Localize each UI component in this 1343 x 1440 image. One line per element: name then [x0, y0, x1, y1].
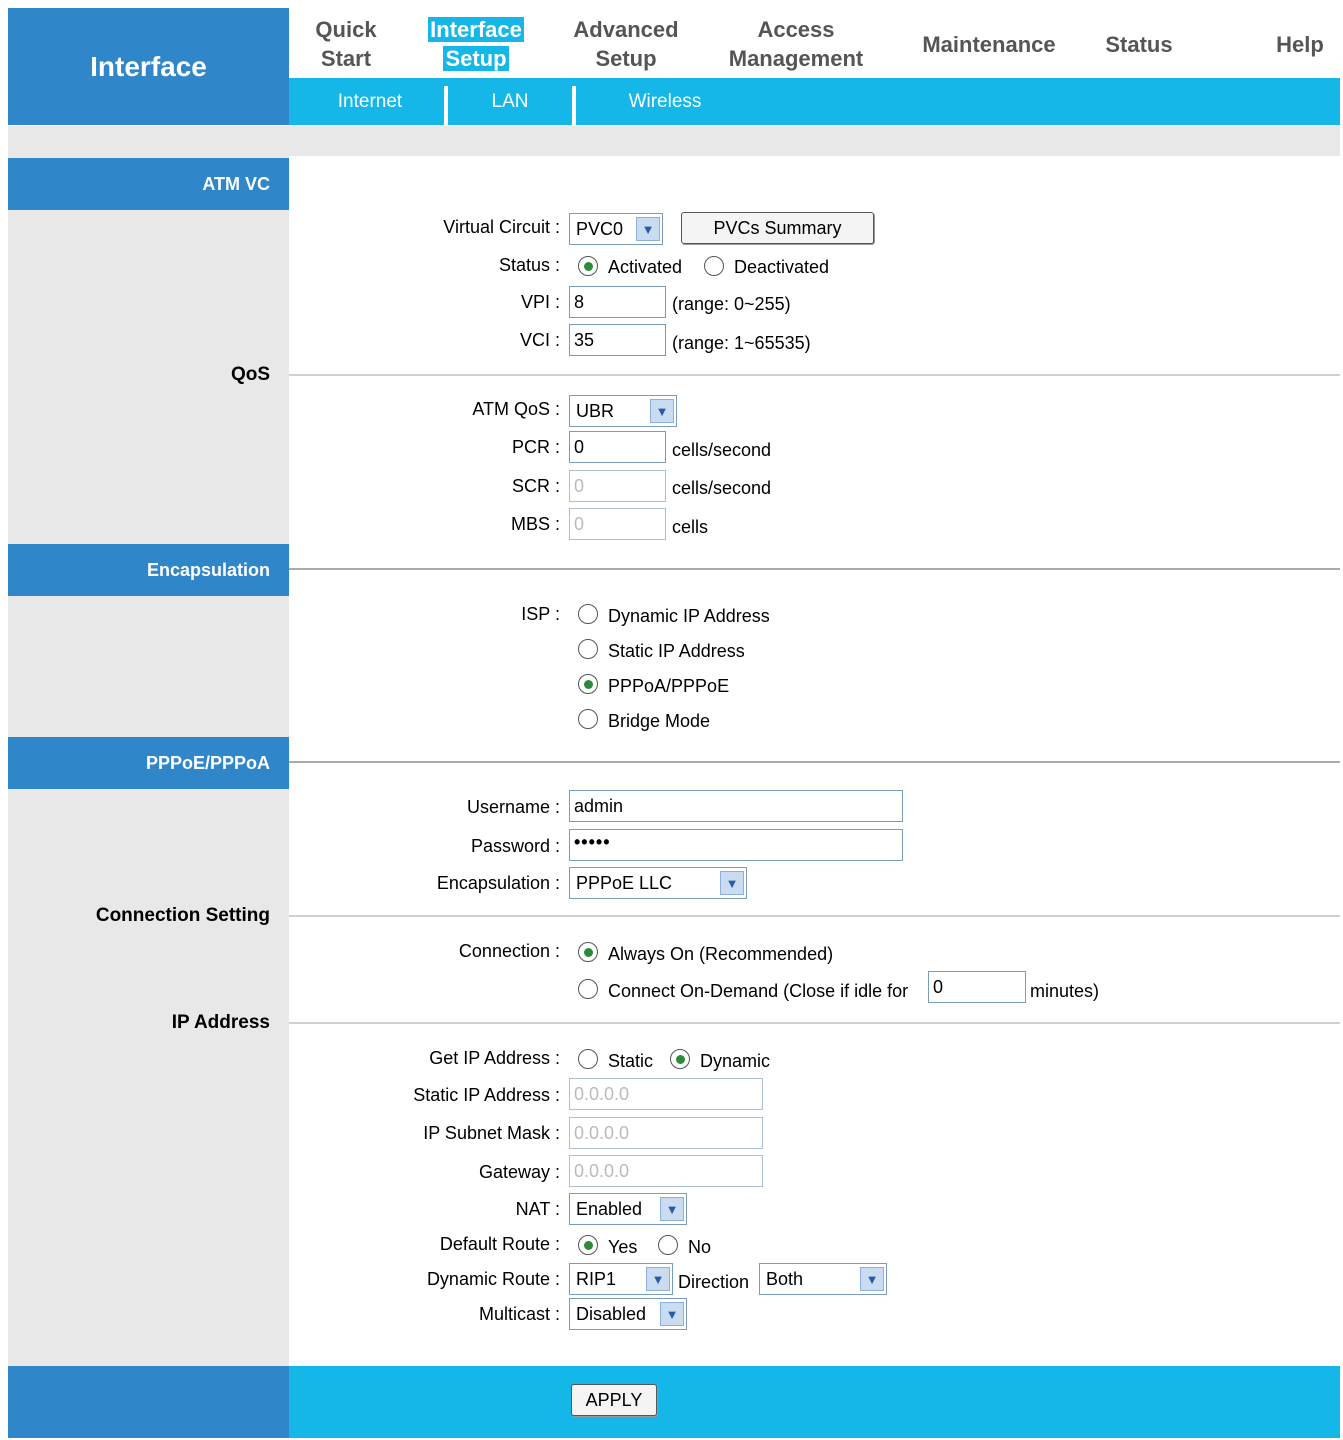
- scr-unit: cells/second: [672, 478, 772, 498]
- nav-label: Help: [1276, 31, 1324, 57]
- divider: [289, 374, 1340, 376]
- get-ip-label: Get IP Address :: [429, 1048, 560, 1068]
- scr-input[interactable]: [569, 470, 666, 502]
- isp-option-label: Static IP Address: [608, 641, 745, 661]
- yes-label: Yes: [608, 1237, 638, 1257]
- select-value: PPPoE LLC: [576, 872, 673, 893]
- pcr-input[interactable]: [569, 431, 666, 463]
- nav-advanced-setup[interactable]: [560, 14, 692, 74]
- nav-label: Management: [728, 46, 864, 71]
- subnav-wireless[interactable]: Wireless: [628, 90, 702, 112]
- vci-range: (range: 1~65535): [672, 333, 811, 353]
- section-header-atm-vc: ATM VC: [8, 158, 289, 210]
- connection-always-on-radio[interactable]: [578, 942, 598, 962]
- isp-option-label: Bridge Mode: [608, 711, 711, 731]
- isp-bridge-mode-radio[interactable]: [578, 709, 598, 729]
- subnav-divider: [572, 86, 576, 126]
- nav-label: Setup: [595, 46, 657, 71]
- virtual-circuit-select[interactable]: [569, 213, 663, 245]
- vci-input[interactable]: [569, 324, 666, 356]
- vci-label: VCI :: [519, 330, 560, 350]
- nav-status[interactable]: [1090, 14, 1188, 74]
- vpi-input[interactable]: [569, 286, 666, 318]
- nav-maintenance[interactable]: [905, 14, 1073, 74]
- chevron-down-icon: ▼: [636, 217, 660, 241]
- nav-label: Interface: [430, 17, 522, 42]
- brand-title: Interface: [8, 8, 289, 125]
- select-value: PVC0: [576, 218, 624, 239]
- password-label: Password :: [470, 836, 560, 856]
- default-route-no-radio[interactable]: [658, 1235, 678, 1255]
- pcr-label: PCR :: [511, 437, 560, 457]
- gateway-input[interactable]: [569, 1155, 763, 1187]
- direction-label: Direction: [678, 1272, 750, 1292]
- subnet-mask-input[interactable]: [569, 1117, 763, 1149]
- chevron-down-icon: ▼: [860, 1267, 884, 1291]
- subnet-mask-label: IP Subnet Mask :: [423, 1123, 560, 1143]
- idle-minutes-input[interactable]: [928, 971, 1026, 1003]
- connection-on-demand-radio[interactable]: [578, 979, 598, 999]
- isp-option-label: PPPoA/PPPoE: [608, 676, 730, 696]
- isp-pppoa-pppoe-radio[interactable]: [578, 674, 598, 694]
- select-value: UBR: [576, 400, 615, 421]
- virtual-circuit-label: Virtual Circuit :: [443, 217, 560, 237]
- multicast-label: Multicast :: [478, 1304, 560, 1324]
- username-input[interactable]: [569, 790, 903, 822]
- vpi-range: (range: 0~255): [672, 294, 791, 314]
- get-ip-static-radio[interactable]: [578, 1049, 598, 1069]
- static-ip-label: Static IP Address :: [413, 1085, 560, 1105]
- always-on-label: Always On (Recommended): [608, 944, 834, 964]
- nav-label: Access: [757, 17, 835, 42]
- subnav-lan[interactable]: LAN: [491, 90, 529, 112]
- gateway-label: Gateway :: [478, 1162, 560, 1182]
- nav-label: Start: [320, 46, 372, 71]
- divider: [289, 1022, 1340, 1024]
- footer-left-block: [8, 1366, 289, 1438]
- atm-qos-label: ATM QoS :: [472, 399, 560, 419]
- select-value: Both: [766, 1268, 804, 1289]
- section-header-encapsulation: Encapsulation: [8, 544, 289, 596]
- nav-label: Status: [1105, 31, 1173, 57]
- status-deactivated-radio[interactable]: [704, 256, 724, 276]
- vpi-label: VPI :: [520, 292, 560, 312]
- section-header-pppoe: PPPoE/PPPoA: [8, 737, 289, 789]
- encapsulation-label: Encapsulation :: [436, 873, 560, 893]
- apply-button[interactable]: APPLY: [571, 1384, 657, 1416]
- chevron-down-icon: ▼: [720, 871, 744, 895]
- dynamic-label: Dynamic: [700, 1051, 771, 1071]
- nav-help[interactable]: [1262, 14, 1338, 74]
- isp-dynamic-ip-radio[interactable]: [578, 604, 598, 624]
- encapsulation-select[interactable]: [569, 867, 747, 899]
- chevron-down-icon: ▼: [650, 399, 674, 423]
- dynamic-route-label: Dynamic Route :: [426, 1269, 560, 1289]
- mbs-input[interactable]: [569, 508, 666, 540]
- divider: [289, 761, 1340, 763]
- status-deactivated-label: Deactivated: [734, 257, 830, 277]
- password-input[interactable]: •••••: [569, 829, 903, 861]
- status-activated-radio[interactable]: [578, 256, 598, 276]
- subnav-divider: [444, 86, 448, 126]
- divider: [289, 568, 1340, 570]
- subnav-internet[interactable]: Internet: [337, 90, 403, 112]
- divider: [289, 915, 1340, 917]
- static-ip-input[interactable]: [569, 1078, 763, 1110]
- isp-label: ISP :: [521, 604, 560, 624]
- nav-interface-setup[interactable]: [420, 14, 532, 74]
- status-label: Status :: [498, 255, 560, 275]
- default-route-label: Default Route :: [439, 1234, 560, 1254]
- section-label-ip-address: IP Address: [171, 1012, 270, 1033]
- atm-qos-select[interactable]: [569, 395, 677, 427]
- username-label: Username :: [466, 797, 560, 817]
- minutes-label: minutes): [1030, 981, 1100, 1001]
- header-strip: [8, 126, 1340, 156]
- pvcs-summary-button[interactable]: PVCs Summary: [681, 212, 874, 244]
- nat-select[interactable]: [569, 1193, 687, 1225]
- nav-access-management[interactable]: [712, 14, 880, 74]
- on-demand-label: Connect On-Demand (Close if idle for: [608, 981, 909, 1001]
- nav-label: Quick: [315, 17, 377, 42]
- nat-label: NAT :: [515, 1199, 560, 1219]
- scr-label: SCR :: [511, 476, 560, 496]
- no-label: No: [688, 1237, 712, 1257]
- default-route-yes-radio[interactable]: [578, 1235, 598, 1255]
- dynamic-route-select[interactable]: [569, 1263, 673, 1295]
- nav-quick-start[interactable]: [296, 14, 396, 74]
- get-ip-dynamic-radio[interactable]: [670, 1049, 690, 1069]
- select-value: Enabled: [576, 1198, 643, 1219]
- nav-label: Maintenance: [922, 31, 1056, 57]
- pcr-unit: cells/second: [672, 440, 772, 460]
- multicast-select[interactable]: [569, 1298, 687, 1330]
- nav-label: Advanced: [573, 17, 679, 42]
- direction-select[interactable]: [759, 1263, 887, 1295]
- select-value: Disabled: [576, 1303, 647, 1324]
- section-label-qos: QoS: [230, 364, 270, 385]
- isp-static-ip-radio[interactable]: [578, 639, 598, 659]
- nav-label: Setup: [445, 46, 507, 71]
- select-value: RIP1: [576, 1268, 617, 1289]
- static-label: Static: [608, 1051, 654, 1071]
- mbs-unit: cells: [672, 517, 709, 537]
- connection-label: Connection :: [458, 941, 560, 961]
- mbs-label: MBS :: [510, 514, 560, 534]
- chevron-down-icon: ▼: [660, 1197, 684, 1221]
- isp-option-label: Dynamic IP Address: [608, 606, 770, 626]
- chevron-down-icon: ▼: [646, 1267, 670, 1291]
- chevron-down-icon: ▼: [660, 1302, 684, 1326]
- section-label-connection-setting: Connection Setting: [95, 905, 270, 926]
- status-activated-label: Activated: [608, 257, 683, 277]
